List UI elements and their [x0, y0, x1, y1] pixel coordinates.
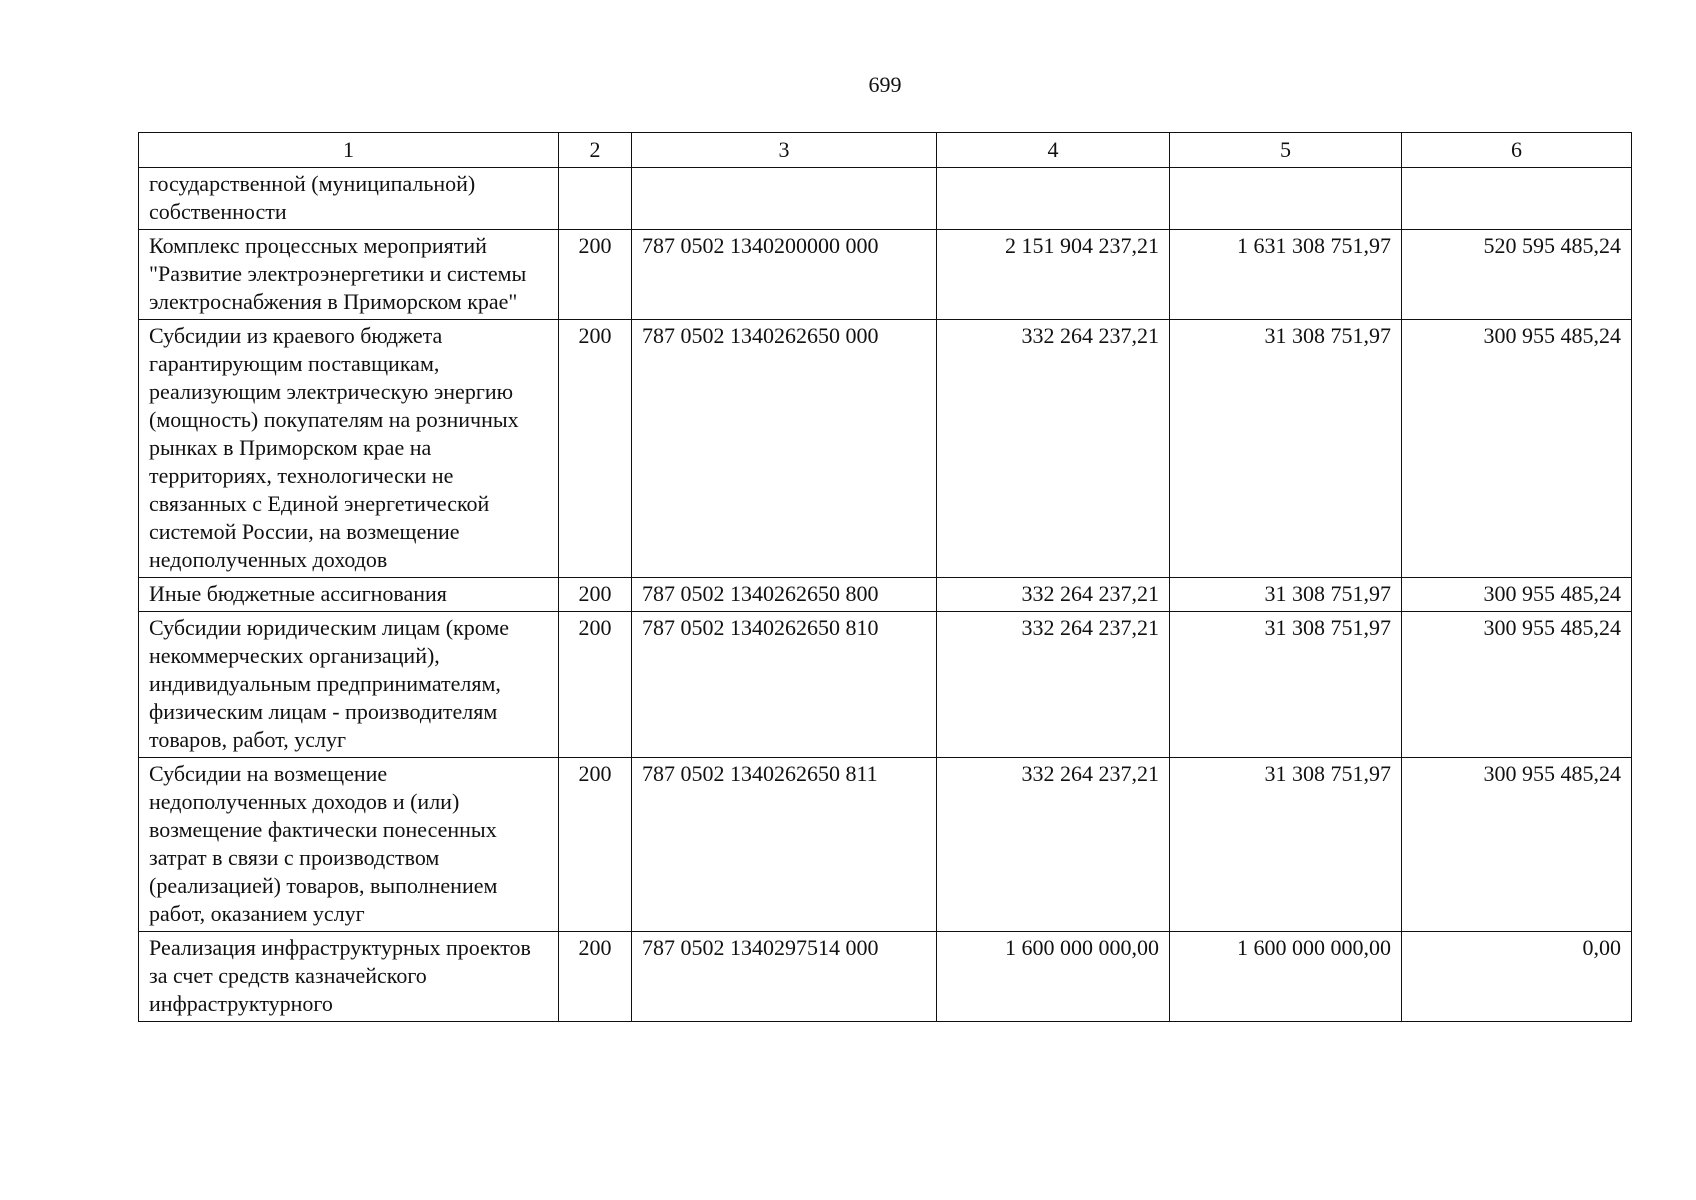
- row-name-cell: Субсидии из краевого бюджета гарантирующим поставщикам, реализующим электрическую энергию (мощность) покупателям на розничных рынках в Приморском крае на территориях, технологически не связанных с Единой энергетической системой России, на возмещение недополученных доходов: [139, 320, 559, 578]
- row-col2-cell: 200: [559, 612, 632, 758]
- row-code-cell: 787 0502 1340262650 810: [632, 612, 937, 758]
- row-value-6-cell: 300 955 485,24: [1402, 578, 1632, 612]
- table-row: [139, 932, 1632, 1022]
- row-name-cell: Субсидии на возмещение недополученных доходов и (или) возмещение фактически понесенных затрат в связи с производством (реализацией) товаров, выполнением работ, оказанием услуг: [139, 758, 559, 932]
- row-name-cell: Комплекс процессных мероприятий "Развитие электроэнергетики и системы электроснабжения в Приморском крае": [139, 230, 559, 320]
- row-code-cell: 787 0502 1340297514 000: [632, 932, 937, 1022]
- row-value-4-cell: 2 151 904 237,21: [937, 230, 1170, 320]
- header-row: [139, 133, 1632, 168]
- row-value-4-cell: 332 264 237,21: [937, 612, 1170, 758]
- row-code-cell: [632, 168, 937, 230]
- row-value-6-cell: [1402, 168, 1632, 230]
- table-row: [139, 578, 1632, 612]
- row-value-6-cell: 520 595 485,24: [1402, 230, 1632, 320]
- row-value-5-cell: 1 600 000 000,00: [1170, 932, 1402, 1022]
- row-value-5-cell: 31 308 751,97: [1170, 758, 1402, 932]
- row-col2-cell: 200: [559, 758, 632, 932]
- row-name-cell: Субсидии юридическим лицам (кроме некоммерческих организаций), индивидуальным предпринимателям, физическим лицам - производителям товаров, работ, услуг: [139, 612, 559, 758]
- row-value-6-cell: 300 955 485,24: [1402, 320, 1632, 578]
- row-code-cell: 787 0502 1340262650 000: [632, 320, 937, 578]
- column-header-1: 1: [139, 133, 559, 168]
- row-value-4-cell: 332 264 237,21: [937, 578, 1170, 612]
- row-value-6-cell: 0,00: [1402, 932, 1632, 1022]
- table-header: [139, 133, 1632, 168]
- row-value-4-cell: 1 600 000 000,00: [937, 932, 1170, 1022]
- row-col2-cell: 200: [559, 230, 632, 320]
- row-value-6-cell: 300 955 485,24: [1402, 758, 1632, 932]
- table-body: [139, 168, 1632, 1022]
- row-value-4-cell: 332 264 237,21: [937, 320, 1170, 578]
- table-row: [139, 168, 1632, 230]
- row-value-5-cell: 31 308 751,97: [1170, 578, 1402, 612]
- row-value-4-cell: [937, 168, 1170, 230]
- table-row: [139, 230, 1632, 320]
- row-col2-cell: [559, 168, 632, 230]
- budget-table: [138, 132, 1632, 1022]
- table-row: [139, 758, 1632, 932]
- row-col2-cell: 200: [559, 932, 632, 1022]
- column-header-5: 5: [1170, 133, 1402, 168]
- row-value-5-cell: 1 631 308 751,97: [1170, 230, 1402, 320]
- row-name-cell: Реализация инфраструктурных проектов за счет средств казначейского инфраструктурного: [139, 932, 559, 1022]
- column-header-6: 6: [1402, 133, 1632, 168]
- row-value-6-cell: 300 955 485,24: [1402, 612, 1632, 758]
- table-row: [139, 320, 1632, 578]
- row-code-cell: 787 0502 1340262650 811: [632, 758, 937, 932]
- row-value-5-cell: 31 308 751,97: [1170, 320, 1402, 578]
- table-row: [139, 612, 1632, 758]
- row-code-cell: 787 0502 1340200000 000: [632, 230, 937, 320]
- row-col2-cell: 200: [559, 320, 632, 578]
- column-header-2: 2: [559, 133, 632, 168]
- row-value-4-cell: 332 264 237,21: [937, 758, 1170, 932]
- row-value-5-cell: [1170, 168, 1402, 230]
- row-code-cell: 787 0502 1340262650 800: [632, 578, 937, 612]
- row-value-5-cell: 31 308 751,97: [1170, 612, 1402, 758]
- row-col2-cell: 200: [559, 578, 632, 612]
- column-header-3: 3: [632, 133, 937, 168]
- row-name-cell: Иные бюджетные ассигнования: [139, 578, 559, 612]
- page-number: 699: [868, 72, 902, 97]
- row-name-cell: государственной (муниципальной) собственности: [139, 168, 559, 230]
- column-header-4: 4: [937, 133, 1170, 168]
